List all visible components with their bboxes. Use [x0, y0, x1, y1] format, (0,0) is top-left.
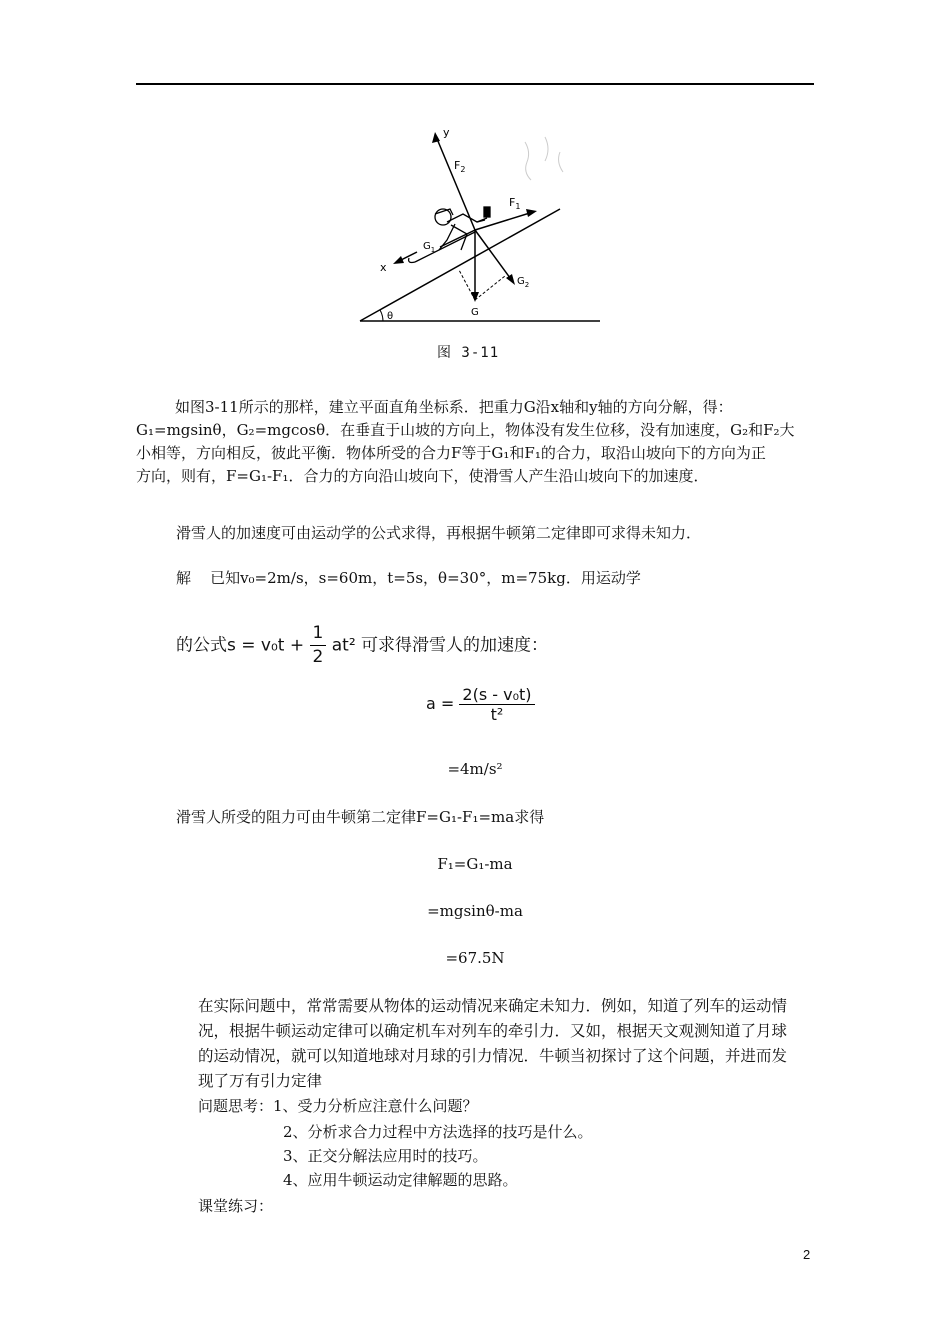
f1-arrow [526, 209, 537, 217]
para1-line3: 小相等，方向相反，彼此平衡．物体所受的合力F等于G₁和F₁的合力，取沿山坡向下的方向为正 [136, 444, 766, 462]
slope-line [360, 209, 560, 321]
acceleration-denominator: t² [490, 705, 504, 724]
para6-line2: 况，根据牛顿运动定律可以确定机车对列车的牵引力．又如，根据天文观测知道了月球 [198, 1022, 788, 1040]
dashed-g2 [475, 276, 505, 300]
question-4: 4、应用牛顿运动定律解题的思路。 [283, 1171, 518, 1189]
equation-f1-step2: =mgsinθ-ma [427, 902, 523, 920]
acceleration-numerator: 2(s - v₀t) [459, 685, 534, 705]
gravity-arrow [471, 292, 479, 302]
figure-caption: 图 3-11 [437, 345, 500, 361]
para6-line4: 现了万有引力定律 [198, 1072, 323, 1090]
page-number: 2 [803, 1247, 811, 1262]
g1-line [440, 230, 475, 247]
para1-line4: 方向，则有，F=G₁-F₁．合力的方向沿山坡向下，使滑雪人产生沿山坡向下的加速度． [136, 467, 709, 485]
header-rule [136, 83, 814, 85]
f1-label: $F_1$ [509, 196, 521, 211]
force-diagram-figure [355, 122, 605, 327]
fraction-numerator: 1 [310, 622, 327, 646]
g1-label: $G_1$ [423, 241, 436, 254]
snow-texture [525, 137, 563, 180]
paragraph-resistance: 滑雪人所受的阻力可由牛顿第二定律F=G₁-F₁=ma求得 [176, 808, 545, 826]
paragraph-practical-problems [198, 994, 818, 1094]
acceleration-lhs: a = [426, 694, 460, 713]
question-3: 3、正交分解法应用时的技巧。 [283, 1147, 488, 1165]
dashed-g1 [459, 270, 475, 300]
y-axis-label: y [443, 126, 450, 139]
para1-line1: 如图3-11所示的那样，建立平面直角坐标系．把重力G沿x轴和y轴的方向分解，得： [175, 398, 733, 416]
paragraph-acceleration-note: 滑雪人的加速度可由运动学的公式求得，再根据牛顿第二定律即可求得未知力． [176, 524, 702, 542]
acceleration-equation [426, 685, 535, 724]
para6-line3: 的运动情况，就可以知道地球对月球的引力情况．牛顿当初探讨了这个问题，并进而发 [198, 1047, 788, 1065]
x-axis-arrow [393, 256, 404, 264]
formula-suffix: at² 可求得滑雪人的加速度： [331, 635, 549, 656]
y-axis-line [435, 134, 475, 230]
kinematics-formula-line [176, 622, 548, 669]
x-axis-label: x [380, 261, 387, 274]
para1-line2: G₁=mgsinθ，G₂=mgcosθ．在垂直于山坡的方向上，物体没有发生位移，没有加速度，G₂和F₂大 [136, 421, 795, 439]
acceleration-fraction [459, 685, 534, 724]
question-2: 2、分析求合力过程中方法选择的技巧是什么。 [283, 1123, 593, 1141]
para6-line1: 在实际问题中，常常需要从物体的运动情况来确定未知力．例如，知道了列车的运动情 [198, 997, 788, 1015]
f2-label: $F_2$ [454, 159, 466, 174]
theta-label: θ [387, 311, 394, 322]
paragraph-given-values: 解 已知v₀=2m/s，s=60m，t=5s，θ=30°，m=75kg．用运动学 [176, 569, 641, 587]
equation-f1-step1: F₁=G₁-ma [437, 855, 513, 873]
paragraph-coordinate-system [136, 396, 816, 488]
g2-label: $G_2$ [517, 276, 530, 289]
one-half-fraction [310, 622, 327, 669]
equation-f1-result: =67.5N [445, 949, 505, 967]
fraction-denominator: 2 [312, 647, 324, 667]
classroom-practice-heading: 课堂练习： [198, 1197, 274, 1215]
acceleration-result: =4m/s² [447, 760, 503, 778]
angle-arc [380, 310, 383, 321]
formula-prefix: 的公式s = v₀t + [176, 635, 310, 656]
g-label: G [471, 307, 479, 318]
questions-title: 问题思考：1、受力分析应注意什么问题？ [198, 1097, 478, 1115]
g2-arrow [506, 274, 515, 285]
